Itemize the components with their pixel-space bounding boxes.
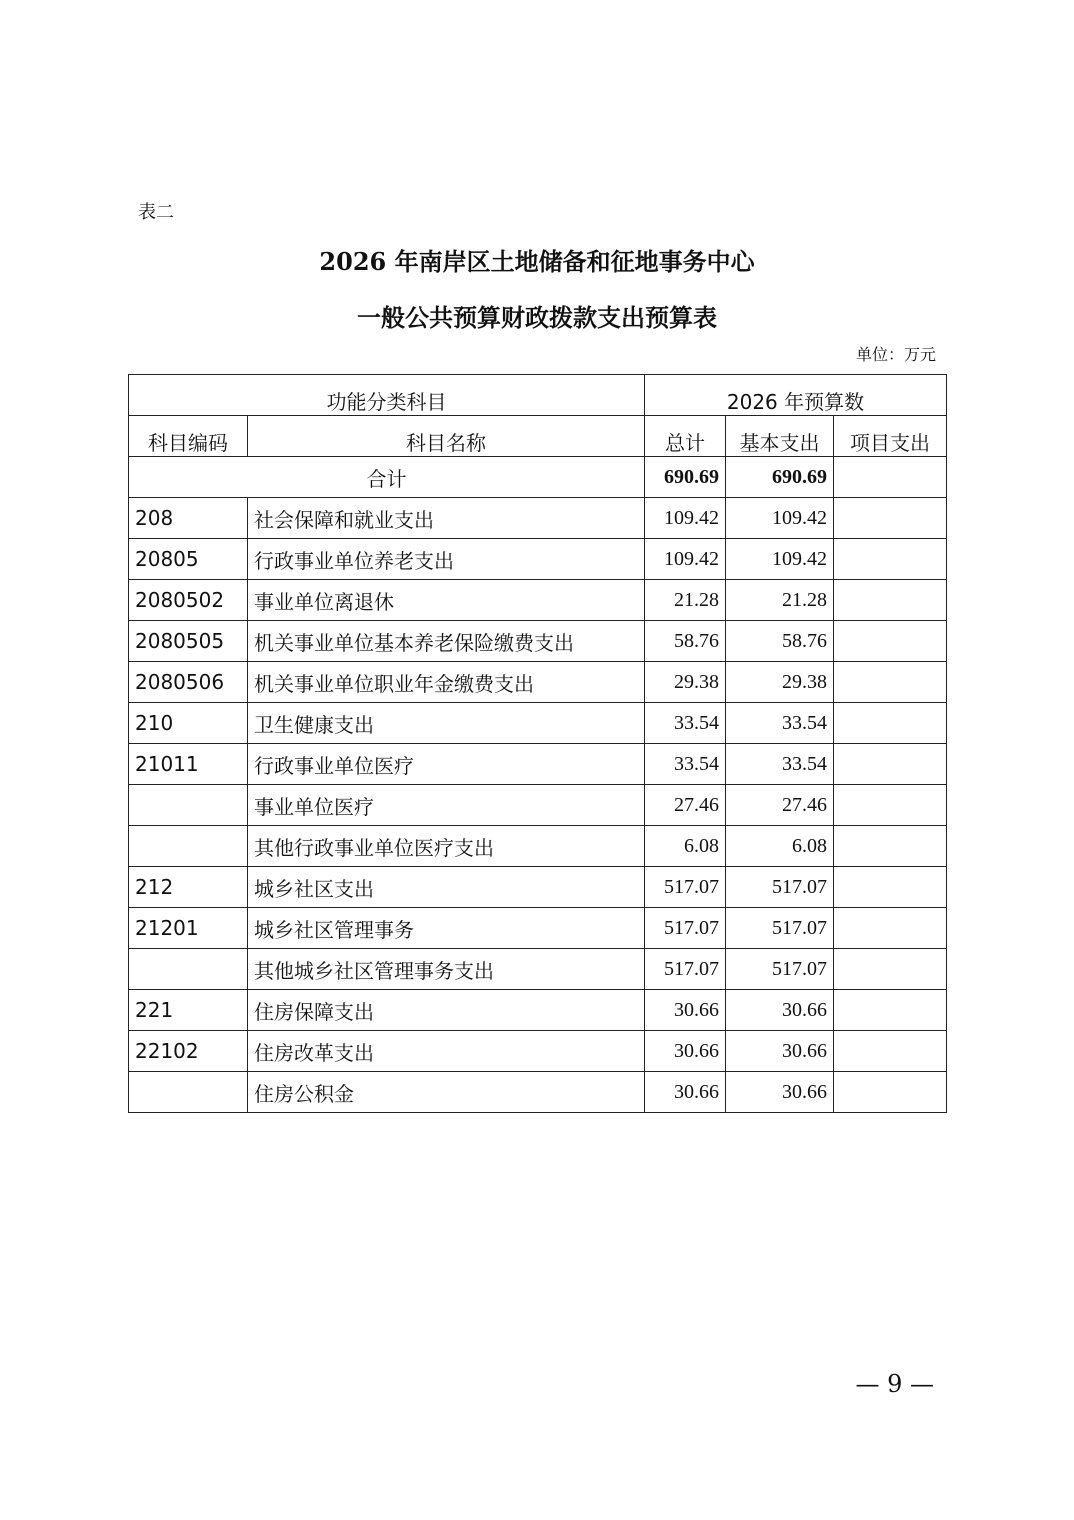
row-total: 517.07 <box>645 949 726 990</box>
row-basic: 58.76 <box>726 621 834 662</box>
row-name: 卫生健康支出 <box>248 703 645 744</box>
row-basic: 29.38 <box>726 662 834 703</box>
table-body <box>129 498 947 1113</box>
header-name: 科目名称 <box>248 416 645 457</box>
table-row <box>129 990 947 1031</box>
row-basic: 109.42 <box>726 539 834 580</box>
row-project <box>834 580 947 621</box>
total-basic: 690.69 <box>726 457 834 498</box>
row-name: 其他城乡社区管理事务支出 <box>248 949 645 990</box>
table-label: 表二 <box>138 202 174 223</box>
table-row <box>129 703 947 744</box>
row-code <box>129 785 248 826</box>
table-row <box>129 867 947 908</box>
total-row <box>129 457 947 498</box>
table-row <box>129 744 947 785</box>
row-code <box>129 949 248 990</box>
row-total: 517.07 <box>645 908 726 949</box>
table-row <box>129 580 947 621</box>
total-total: 690.69 <box>645 457 726 498</box>
row-project <box>834 539 947 580</box>
row-project <box>834 908 947 949</box>
row-project <box>834 662 947 703</box>
row-total: 6.08 <box>645 826 726 867</box>
row-name: 事业单位离退休 <box>248 580 645 621</box>
header-total: 总计 <box>645 416 726 457</box>
row-basic: 109.42 <box>726 498 834 539</box>
row-total: 21.28 <box>645 580 726 621</box>
row-name: 城乡社区管理事务 <box>248 908 645 949</box>
row-name: 行政事业单位养老支出 <box>248 539 645 580</box>
header-functional: 功能分类科目 <box>129 375 645 416</box>
table-row <box>129 498 947 539</box>
row-total: 109.42 <box>645 539 726 580</box>
row-total: 33.54 <box>645 744 726 785</box>
total-project <box>834 457 947 498</box>
row-basic: 33.54 <box>726 744 834 785</box>
row-project <box>834 785 947 826</box>
table-row <box>129 949 947 990</box>
row-basic: 33.54 <box>726 703 834 744</box>
row-basic: 30.66 <box>726 1072 834 1113</box>
table-row <box>129 621 947 662</box>
row-total: 33.54 <box>645 703 726 744</box>
row-basic: 30.66 <box>726 990 834 1031</box>
row-code: 2080502 <box>129 580 248 621</box>
row-name: 住房改革支出 <box>248 1031 645 1072</box>
row-code: 21201 <box>129 908 248 949</box>
row-basic: 517.07 <box>726 867 834 908</box>
row-project <box>834 621 947 662</box>
header-code: 科目编码 <box>129 416 248 457</box>
row-code: 2080505 <box>129 621 248 662</box>
row-code: 22102 <box>129 1031 248 1072</box>
row-name: 其他行政事业单位医疗支出 <box>248 826 645 867</box>
row-name: 城乡社区支出 <box>248 867 645 908</box>
row-code <box>129 826 248 867</box>
row-project <box>834 703 947 744</box>
row-name: 机关事业单位职业年金缴费支出 <box>248 662 645 703</box>
row-basic: 27.46 <box>726 785 834 826</box>
document-title: 2026 年南岸区土地储备和征地事务中心 <box>319 247 755 276</box>
table-row <box>129 908 947 949</box>
row-name: 社会保障和就业支出 <box>248 498 645 539</box>
row-basic: 517.07 <box>726 908 834 949</box>
row-basic: 21.28 <box>726 580 834 621</box>
table-row <box>129 539 947 580</box>
row-project <box>834 826 947 867</box>
row-project <box>834 949 947 990</box>
row-code <box>129 1072 248 1113</box>
header-row-columns <box>129 416 947 457</box>
row-code: 20805 <box>129 539 248 580</box>
table-row <box>129 826 947 867</box>
header-basic: 基本支出 <box>726 416 834 457</box>
document-subtitle: 一般公共预算财政拨款支出预算表 <box>357 303 717 332</box>
row-project <box>834 867 947 908</box>
row-total: 30.66 <box>645 990 726 1031</box>
row-total: 27.46 <box>645 785 726 826</box>
row-code: 212 <box>129 867 248 908</box>
row-name: 机关事业单位基本养老保险缴费支出 <box>248 621 645 662</box>
row-code: 21011 <box>129 744 248 785</box>
row-project <box>834 1072 947 1113</box>
row-total: 58.76 <box>645 621 726 662</box>
row-name: 住房保障支出 <box>248 990 645 1031</box>
unit-label: 单位：万元 <box>855 345 936 364</box>
row-code: 208 <box>129 498 248 539</box>
row-total: 30.66 <box>645 1072 726 1113</box>
row-total: 30.66 <box>645 1031 726 1072</box>
row-name: 事业单位医疗 <box>248 785 645 826</box>
row-project <box>834 498 947 539</box>
row-project <box>834 990 947 1031</box>
row-total: 29.38 <box>645 662 726 703</box>
row-basic: 517.07 <box>726 949 834 990</box>
row-name: 住房公积金 <box>248 1072 645 1113</box>
table-row <box>129 785 947 826</box>
row-basic: 30.66 <box>726 1031 834 1072</box>
table-row <box>129 1031 947 1072</box>
row-code: 210 <box>129 703 248 744</box>
row-code: 2080506 <box>129 662 248 703</box>
budget-table <box>128 374 947 1113</box>
row-name: 行政事业单位医疗 <box>248 744 645 785</box>
row-total: 517.07 <box>645 867 726 908</box>
total-label: 合计 <box>129 457 645 498</box>
row-total: 109.42 <box>645 498 726 539</box>
header-project: 项目支出 <box>834 416 947 457</box>
table-row <box>129 1072 947 1113</box>
row-code: 221 <box>129 990 248 1031</box>
row-basic: 6.08 <box>726 826 834 867</box>
header-row-group <box>129 375 947 416</box>
row-project <box>834 1031 947 1072</box>
table-row <box>129 662 947 703</box>
page-number: — 9 — <box>855 1370 934 1398</box>
header-budget: 2026 年预算数 <box>645 375 947 416</box>
row-project <box>834 744 947 785</box>
